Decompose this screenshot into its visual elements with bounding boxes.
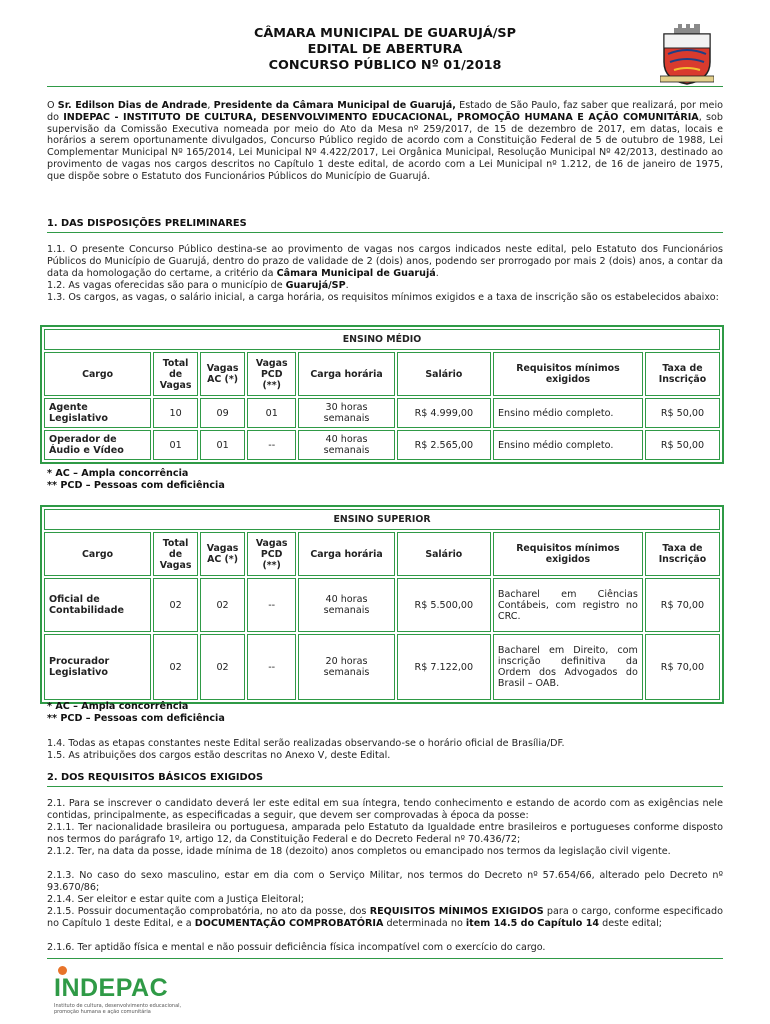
cell: 40 horas semanais [298,430,394,460]
cell: -- [247,634,296,700]
logo-subtitle-1: Instituto de cultura, desenvolvimento educacional, [54,1003,182,1009]
col-header: Vagas AC (*) [200,532,245,576]
table-row [44,578,720,632]
cell: 40 horas semanais [298,578,394,632]
cell: 02 [153,634,198,700]
header-divider [47,86,723,87]
cell: Ensino médio completo. [493,430,643,460]
cell: Bacharel em Ciências Contábeis, com registro no CRC. [493,578,643,632]
paragraph-2-1-2: 2.1.2. Ter, na data da posse, idade mínima de 18 (dezoito) anos completos ou emancipado nos termos da legislação civil vigente. [47,846,671,857]
paragraph-1-2: 1.2. As vagas oferecidas são para o município de Guarujá/SP. [47,280,349,291]
section-1-heading: 1. DAS DISPOSIÇÕES PRELIMINARES [47,218,247,229]
table-medio-title: ENSINO MÉDIO [44,329,720,350]
col-header: Carga horária [298,532,394,576]
table-row [44,634,720,700]
table-superior-header-row [44,532,720,576]
col-header: Total de Vagas [153,352,198,396]
cell: R$ 70,00 [645,634,720,700]
cell: 01 [153,430,198,460]
paragraph-1-3: 1.3. Os cargos, as vagas, o salário inicial, a carga horária, os requisitos mínimos exigidos e a taxa de inscrição são os estabelecidos abaixo: [47,292,719,303]
logo-subtitle-2: promoção humana e ação comunitária [54,1009,151,1015]
paragraph-1-4: 1.4. Todas as etapas constantes neste Edital serão realizadas observando-se o horário oficial de Brasília/DF. [47,738,565,749]
cell: Ensino médio completo. [493,398,643,428]
section-1-divider [47,232,723,233]
cell: -- [247,578,296,632]
col-header: Requisitos mínimos exigidos [493,352,643,396]
col-header: Vagas PCD (**) [247,352,296,396]
section-2-divider [47,786,723,787]
col-header: Taxa de Inscrição [645,352,720,396]
cell: -- [247,430,296,460]
cell: Agente Legislativo [44,398,151,428]
col-header: Requisitos mínimos exigidos [493,532,643,576]
cell: R$ 50,00 [645,398,720,428]
intro-paragraph: O Sr. Edilson Dias de Andrade, Presidente da Câmara Municipal de Guarujá, Estado de São Paulo, faz saber que realizará, por meio do INDEPAC - INSTITUTO DE CULTURA, DESENVOLVIMENTO EDUCACIONAL, PROMOÇÃO HUMANA E AÇÃO COMUNITÁRIA, sob supervisão da Comissão Executiva nomeada por meio do Ato da Mesa nº 259/2017, de 15 de dezembro de 2017, em datas, locais e horários a serem oportunamente divulgados, Concurso Público regido de acordo com a Constituição Federal de 5 de outubro de 1988, Lei Complementar Municipal Nº 165/2014, Lei Municipal Nº 4.422/2017, Lei Orgânica Municipal, Resolução Municipal Nº 42/2013, destinado ao provimento de vagas nos cargos descritos no Capítulo 1 deste edital, de acordo com a Lei Municipal nº 1.212, de 16 de janeiro de 1975, que dispõe sobre o Estatuto dos Funcionários Públicos do Município de Guarujá. [47,100,723,182]
cell: 09 [200,398,245,428]
cell: R$ 4.999,00 [397,398,491,428]
cell: Operador de Áudio e Vídeo [44,430,151,460]
table-superior-note-ac: * AC – Ampla concorrência [47,701,189,712]
table-medio-note-ac: * AC – Ampla concorrência [47,468,189,479]
table-superior-title: ENSINO SUPERIOR [44,509,720,530]
table-ensino-medio [40,325,724,464]
cell: Procurador Legislativo [44,634,151,700]
coat-of-arms-icon [660,22,714,86]
paragraph-2-1-5: 2.1.5. Possuir documentação comprobatória, no ato da posse, dos REQUISITOS MÍNIMOS EXIGIDOS para o cargo, conforme especificado no Capítulo 1 deste Edital, e a DOCUMENTAÇÃO COMPROBATÓRIA determinada no item 14.5 do Capítulo 14 deste edital; [47,906,724,929]
indepac-logo [50,966,190,1016]
table-medio-note-pcd: ** PCD – Pessoas com deficiência [47,480,225,491]
cell: 30 horas semanais [298,398,394,428]
title-line-3: CONCURSO PÚBLICO Nº 01/2018 [268,58,502,73]
cell: 01 [247,398,296,428]
table-medio-header-row [44,352,720,396]
col-header: Total de Vagas [153,532,198,576]
col-header: Taxa de Inscrição [645,532,720,576]
cell: 01 [200,430,245,460]
col-header: Salário [397,352,491,396]
cell: R$ 50,00 [645,430,720,460]
cell: 02 [153,578,198,632]
paragraph-1-5: 1.5. As atribuições dos cargos estão descritas no Anexo V, deste Edital. [47,750,391,761]
table-row [44,430,720,460]
col-header: Vagas AC (*) [200,352,245,396]
col-header: Cargo [44,352,151,396]
cell: 02 [200,634,245,700]
cell: 10 [153,398,198,428]
cell: R$ 70,00 [645,578,720,632]
logo-wordmark: INDEPAC [54,974,169,1002]
cell: R$ 7.122,00 [397,634,491,700]
cell: R$ 2.565,00 [397,430,491,460]
table-ensino-superior [40,505,724,704]
cell: 20 horas semanais [298,634,394,700]
paragraph-2-1-3: 2.1.3. No caso do sexo masculino, estar em dia com o Serviço Militar, nos termos do Decreto nº 57.654/66, alterado pelo Decreto nº 93.670/86; [47,870,723,893]
table-row [44,398,720,428]
title-line-1: CÂMARA MUNICIPAL DE GUARUJÁ/SP [253,26,517,41]
paragraph-2-1-4: 2.1.4. Ser eleitor e estar quite com a Justiça Eleitoral; [47,894,304,905]
cell: Oficial de Contabilidade [44,578,151,632]
paragraph-1-1: 1.1. O presente Concurso Público destina-se ao provimento de vagas nos cargos indicados neste edital, pelo Estatuto dos Funcionários Públicos do Município de Guarujá, dentro do prazo de validade de 2 (dois) anos, podendo ser prorrogado por mais 2 (dois) anos, a contar da data da homologação do certame, a critério da Câmara Municipal de Guarujá. [47,244,723,279]
paragraph-2-1: 2.1. Para se inscrever o candidato deverá ler este edital em sua íntegra, tendo conhecimento e estando de acordo com as exigências nele contidas, principalmente, as especificadas a seguir, que devem ser comprovadas à época da posse: [47,798,723,821]
paragraph-2-1-1: 2.1.1. Ter nacionalidade brasileira ou portuguesa, amparada pelo Estatuto da Igualdade entre brasileiros e portugueses conforme disposto nos termos do parágrafo 1º, artigo 12, da Constituição Federal e do Decreto Federal nº 70.436/72; [47,822,723,845]
col-header: Salário [397,532,491,576]
cell: R$ 5.500,00 [397,578,491,632]
title-line-2: EDITAL DE ABERTURA [307,42,463,57]
section-2-heading: 2. DOS REQUISITOS BÁSICOS EXIGIDOS [47,772,264,783]
cell: Bacharel em Direito, com inscrição definitiva da Ordem dos Advogados do Brasil – OAB. [493,634,643,700]
paragraph-2-1-6: 2.1.6. Ter aptidão física e mental e não possuir deficiência física incompatível com o exercício do cargo. [47,942,546,953]
footer-divider [47,958,723,959]
col-header: Vagas PCD (**) [247,532,296,576]
cell: 02 [200,578,245,632]
table-superior-note-pcd: ** PCD – Pessoas com deficiência [47,713,225,724]
col-header: Cargo [44,532,151,576]
col-header: Carga horária [298,352,394,396]
